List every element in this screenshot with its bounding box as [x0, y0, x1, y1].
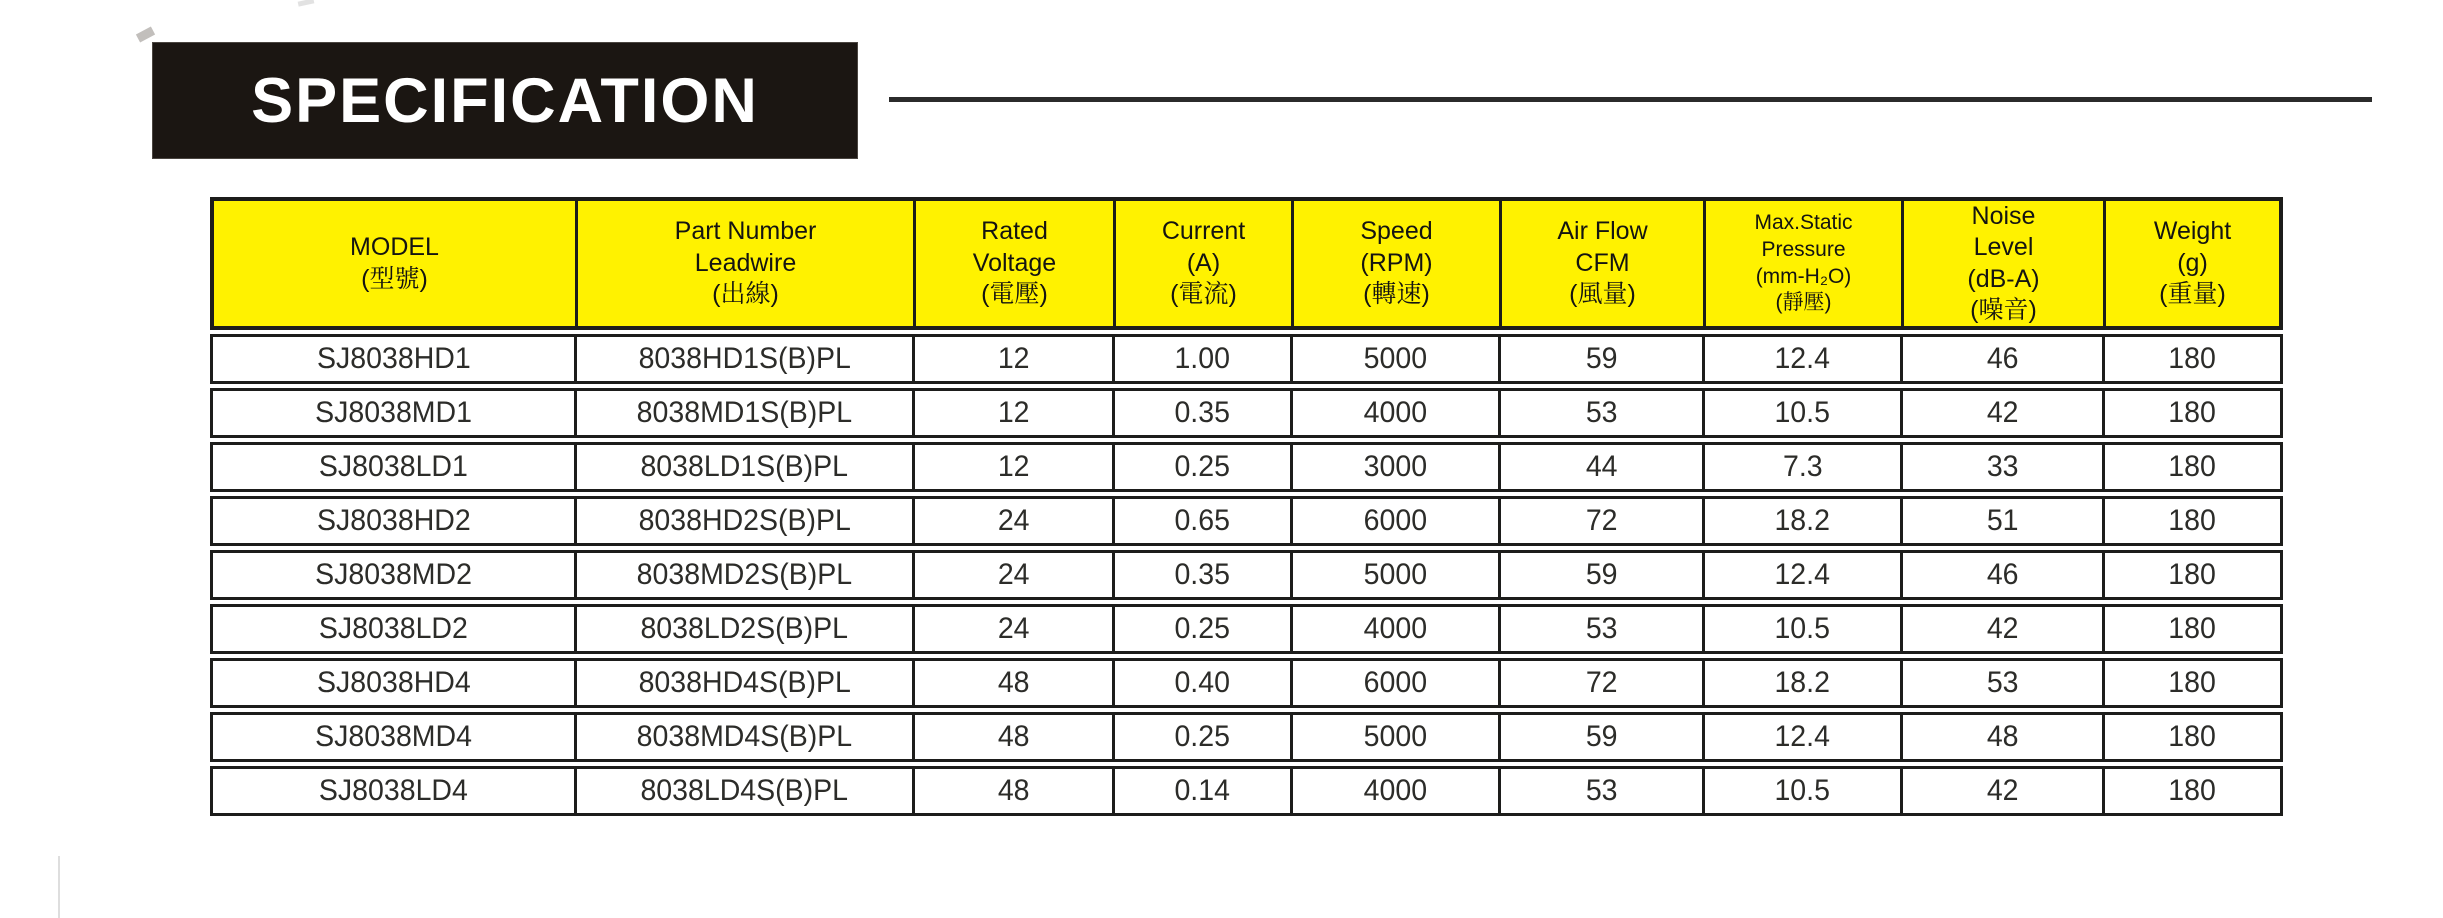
cell-rated_voltage — [915, 769, 1115, 813]
cell-value: 4000 — [1363, 612, 1428, 645]
cell-value: 8038MD4S(B)PL — [636, 720, 853, 753]
cell-noise_level — [1903, 391, 2105, 435]
cell-value: 42 — [1986, 396, 2019, 429]
cell-rated_voltage — [915, 661, 1115, 705]
header-label-line: (A) — [1186, 248, 1221, 277]
cell-max_static_pressure — [1705, 553, 1903, 597]
cell-value: 6000 — [1363, 504, 1428, 537]
specification-table — [210, 197, 2283, 816]
cell-value: 180 — [2168, 450, 2217, 483]
header-label-line: Air Flow — [1557, 217, 1648, 246]
cell-max_static_pressure — [1705, 337, 1903, 381]
table-row — [210, 442, 2283, 492]
cell-max_static_pressure — [1705, 499, 1903, 543]
header-label-line: (dB-A) — [1967, 264, 2040, 293]
header-label-line: Level — [1973, 233, 2034, 261]
cell-value: 8038MD1S(B)PL — [636, 396, 853, 429]
cell-air_flow — [1501, 391, 1705, 435]
cell-weight — [2105, 445, 2280, 489]
header-label-line: Voltage — [972, 248, 1057, 277]
cell-model — [213, 445, 577, 489]
cell-value: 5000 — [1363, 342, 1428, 375]
cell-value: 3000 — [1363, 450, 1428, 483]
cell-max_static_pressure — [1705, 607, 1903, 651]
cell-weight — [2105, 715, 2280, 759]
header-label-line: (g) — [2177, 248, 2208, 277]
cell-value: SJ8038HD2 — [316, 504, 471, 537]
cell-value: 18.2 — [1774, 666, 1831, 699]
cell-value: 180 — [2168, 504, 2217, 537]
cell-speed — [1293, 715, 1501, 759]
cell-value: 12 — [997, 396, 1030, 429]
cell-value: 8038HD1S(B)PL — [638, 342, 851, 375]
header-label-line: (電壓) — [981, 280, 1048, 309]
header-label-line: Weight — [2153, 217, 2232, 246]
header-label-line: (靜壓) — [1775, 291, 1832, 315]
cell-rated_voltage — [915, 391, 1115, 435]
cell-rated_voltage — [915, 607, 1115, 651]
cell-value: 44 — [1585, 450, 1618, 483]
cell-max_static_pressure — [1705, 445, 1903, 489]
scan-artifact-speck — [298, 0, 315, 7]
cell-value: 51 — [1986, 504, 2019, 537]
cell-noise_level — [1903, 553, 2105, 597]
header-label-line: (噪音) — [1970, 296, 2037, 324]
cell-value: 0.25 — [1174, 450, 1231, 483]
cell-part_number — [577, 499, 915, 543]
cell-value: 48 — [997, 666, 1030, 699]
cell-value: SJ8038HD4 — [316, 666, 471, 699]
cell-noise_level — [1903, 445, 2105, 489]
table-header-row — [210, 197, 2283, 330]
cell-value: 180 — [2168, 774, 2217, 807]
cell-rated_voltage — [915, 715, 1115, 759]
cell-value: 6000 — [1363, 666, 1428, 699]
header-label-line: (型號) — [361, 264, 428, 293]
cell-weight — [2105, 661, 2280, 705]
cell-value: 4000 — [1363, 396, 1428, 429]
cell-rated_voltage — [915, 445, 1115, 489]
cell-value: 1.00 — [1174, 342, 1231, 375]
table-body — [210, 334, 2283, 816]
cell-value: 53 — [1585, 774, 1618, 807]
header-label-line: (風量) — [1569, 280, 1636, 309]
cell-weight — [2105, 769, 2280, 813]
cell-speed — [1293, 337, 1501, 381]
cell-value: 12.4 — [1774, 558, 1831, 591]
cell-value: 10.5 — [1774, 396, 1831, 429]
cell-noise_level — [1903, 715, 2105, 759]
header-label-line: Noise — [1971, 201, 2036, 230]
cell-value: 12 — [997, 450, 1030, 483]
cell-value: 33 — [1986, 450, 2019, 483]
cell-value: SJ8038LD2 — [319, 612, 468, 645]
header-cell-part_number — [578, 201, 916, 326]
header-label-line: MODEL — [350, 233, 439, 261]
cell-value: SJ8038LD4 — [319, 774, 468, 807]
table-row — [210, 712, 2283, 762]
cell-value: 18.2 — [1774, 504, 1831, 537]
cell-value: 180 — [2168, 342, 2217, 375]
header-cell-rated_voltage — [916, 201, 1116, 326]
cell-weight — [2105, 499, 2280, 543]
cell-speed — [1293, 661, 1501, 705]
cell-value: 180 — [2168, 396, 2217, 429]
cell-max_static_pressure — [1705, 769, 1903, 813]
table-row — [210, 766, 2283, 816]
cell-current — [1115, 661, 1293, 705]
header-label-line: (出線) — [712, 280, 779, 309]
cell-air_flow — [1501, 715, 1705, 759]
cell-model — [213, 715, 577, 759]
cell-value: 4000 — [1363, 774, 1428, 807]
table-row — [210, 658, 2283, 708]
cell-weight — [2105, 337, 2280, 381]
cell-value: 53 — [1986, 666, 2019, 699]
cell-air_flow — [1501, 499, 1705, 543]
cell-value: 12.4 — [1774, 342, 1831, 375]
cell-value: 10.5 — [1774, 612, 1831, 645]
cell-value: 46 — [1986, 558, 2019, 591]
cell-value: 180 — [2168, 666, 2217, 699]
header-label-line: Rated — [981, 217, 1048, 246]
cell-value: SJ8038MD2 — [315, 558, 472, 591]
cell-part_number — [577, 607, 915, 651]
cell-value: 53 — [1585, 396, 1618, 429]
cell-part_number — [577, 391, 915, 435]
cell-value: 0.14 — [1174, 774, 1231, 807]
table-row — [210, 388, 2283, 438]
cell-speed — [1293, 391, 1501, 435]
cell-current — [1115, 769, 1293, 813]
scan-artifact-line — [58, 856, 60, 918]
cell-value: 8038MD2S(B)PL — [636, 558, 853, 591]
header-label-line: (轉速) — [1363, 280, 1430, 309]
cell-speed — [1293, 553, 1501, 597]
cell-value: 0.25 — [1174, 612, 1231, 645]
header-cell-max_static_pressure — [1706, 201, 1904, 326]
cell-part_number — [577, 553, 915, 597]
cell-value: 48 — [997, 720, 1030, 753]
cell-weight — [2105, 391, 2280, 435]
cell-model — [213, 553, 577, 597]
cell-air_flow — [1501, 445, 1705, 489]
header-label-line: Speed — [1360, 217, 1433, 246]
table-row — [210, 334, 2283, 384]
cell-value: 5000 — [1363, 720, 1428, 753]
header-label-line: Leadwire — [694, 248, 797, 277]
cell-value: 180 — [2168, 558, 2217, 591]
cell-model — [213, 499, 577, 543]
cell-value: SJ8038HD1 — [316, 342, 471, 375]
cell-value: 72 — [1585, 666, 1618, 699]
cell-current — [1115, 499, 1293, 543]
cell-value: 0.35 — [1174, 558, 1231, 591]
cell-part_number — [577, 715, 915, 759]
cell-max_static_pressure — [1705, 661, 1903, 705]
cell-current — [1115, 445, 1293, 489]
cell-value: 180 — [2168, 612, 2217, 645]
cell-air_flow — [1501, 553, 1705, 597]
cell-part_number — [577, 661, 915, 705]
cell-value: 0.40 — [1174, 666, 1231, 699]
cell-value: 12.4 — [1774, 720, 1831, 753]
cell-current — [1115, 607, 1293, 651]
header-label-line: Max.Static — [1754, 210, 1853, 234]
cell-current — [1115, 553, 1293, 597]
cell-value: 72 — [1585, 504, 1618, 537]
cell-model — [213, 391, 577, 435]
cell-current — [1115, 391, 1293, 435]
cell-value: 24 — [997, 612, 1030, 645]
cell-value: 48 — [997, 774, 1030, 807]
cell-value: 24 — [997, 504, 1030, 537]
cell-noise_level — [1903, 769, 2105, 813]
cell-value: 0.25 — [1174, 720, 1231, 753]
cell-speed — [1293, 607, 1501, 651]
cell-air_flow — [1501, 607, 1705, 651]
cell-value: 10.5 — [1774, 774, 1831, 807]
header-label-line: Part Number — [674, 217, 817, 246]
cell-rated_voltage — [915, 337, 1115, 381]
cell-value: 12 — [997, 342, 1030, 375]
header-label-line: Current — [1161, 217, 1246, 246]
cell-value: 53 — [1585, 612, 1618, 645]
cell-rated_voltage — [915, 553, 1115, 597]
header-label-line: Pressure — [1761, 237, 1846, 261]
cell-model — [213, 607, 577, 651]
cell-noise_level — [1903, 499, 2105, 543]
header-cell-current — [1116, 201, 1294, 326]
cell-speed — [1293, 499, 1501, 543]
cell-value: 7.3 — [1782, 450, 1823, 483]
page-title: SPECIFICATION — [251, 65, 759, 136]
specification-banner — [152, 42, 858, 159]
cell-value: SJ8038MD1 — [315, 396, 472, 429]
cell-weight — [2105, 553, 2280, 597]
cell-value: 8038LD1S(B)PL — [640, 450, 849, 483]
table-row — [210, 550, 2283, 600]
cell-noise_level — [1903, 607, 2105, 651]
cell-value: 59 — [1585, 342, 1618, 375]
cell-value: 8038HD2S(B)PL — [638, 504, 851, 537]
title-rule-line — [889, 97, 2372, 102]
cell-max_static_pressure — [1705, 391, 1903, 435]
cell-value: 5000 — [1363, 558, 1428, 591]
cell-value: 0.35 — [1174, 396, 1231, 429]
header-cell-speed — [1294, 201, 1502, 326]
cell-noise_level — [1903, 337, 2105, 381]
cell-air_flow — [1501, 337, 1705, 381]
cell-current — [1115, 337, 1293, 381]
cell-value: 180 — [2168, 720, 2217, 753]
cell-value: 8038HD4S(B)PL — [638, 666, 851, 699]
cell-model — [213, 661, 577, 705]
cell-noise_level — [1903, 661, 2105, 705]
cell-max_static_pressure — [1705, 715, 1903, 759]
cell-speed — [1293, 769, 1501, 813]
cell-weight — [2105, 607, 2280, 651]
cell-value: 0.65 — [1174, 504, 1231, 537]
header-label-line: (RPM) — [1360, 248, 1433, 277]
cell-value: 42 — [1986, 774, 2019, 807]
cell-value: SJ8038MD4 — [315, 720, 472, 753]
table-row — [210, 496, 2283, 546]
cell-value: SJ8038LD1 — [319, 450, 468, 483]
header-cell-noise_level — [1904, 201, 2106, 326]
cell-air_flow — [1501, 769, 1705, 813]
header-label-line: (重量) — [2159, 280, 2226, 309]
header-label-line: (電流) — [1170, 280, 1237, 309]
header-label-line: CFM — [1575, 248, 1630, 277]
cell-value: 59 — [1585, 720, 1618, 753]
cell-rated_voltage — [915, 499, 1115, 543]
cell-speed — [1293, 445, 1501, 489]
cell-value: 48 — [1986, 720, 2019, 753]
cell-part_number — [577, 445, 915, 489]
cell-value: 8038LD4S(B)PL — [640, 774, 849, 807]
cell-air_flow — [1501, 661, 1705, 705]
cell-value: 42 — [1986, 612, 2019, 645]
cell-value: 24 — [997, 558, 1030, 591]
header-label-line: (mm-H₂O) — [1755, 264, 1852, 288]
cell-current — [1115, 715, 1293, 759]
cell-part_number — [577, 337, 915, 381]
cell-model — [213, 337, 577, 381]
header-cell-model — [214, 201, 578, 326]
header-cell-weight — [2106, 201, 2279, 326]
cell-part_number — [577, 769, 915, 813]
scan-artifact-mark — [136, 27, 155, 43]
cell-model — [213, 769, 577, 813]
cell-value: 59 — [1585, 558, 1618, 591]
table-row — [210, 604, 2283, 654]
header-cell-air_flow — [1502, 201, 1706, 326]
cell-value: 8038LD2S(B)PL — [640, 612, 849, 645]
cell-value: 46 — [1986, 342, 2019, 375]
